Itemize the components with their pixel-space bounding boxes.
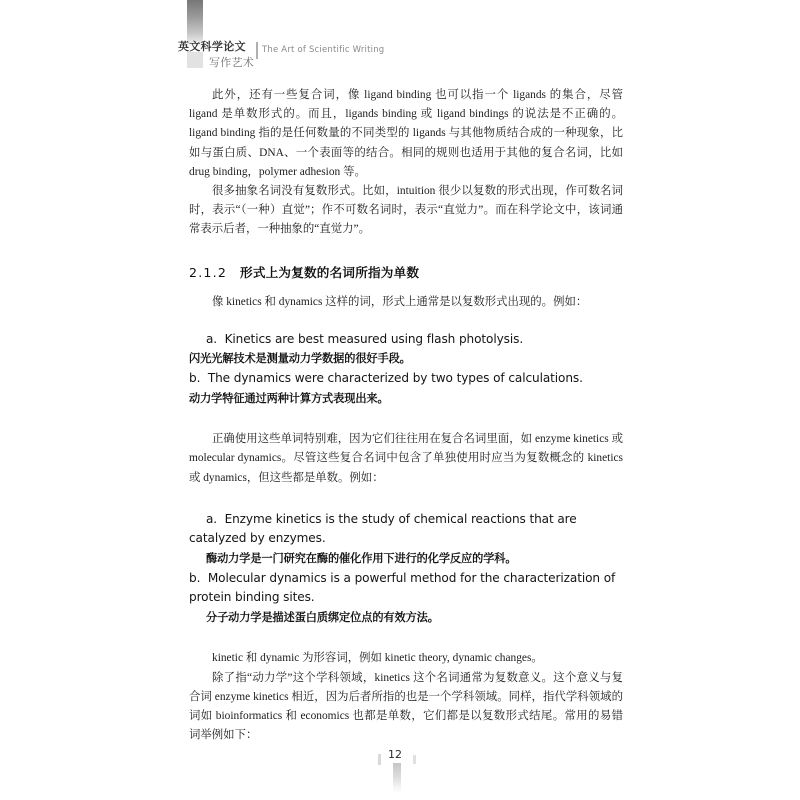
running-header [178,0,630,78]
spacer [189,240,623,262]
footer-left-tick-decoration [378,754,381,765]
header-title-english: The Art of Scientific Writing [262,45,385,55]
example-chinese-wrap [189,389,623,409]
example-block-2 [189,510,623,628]
example-block-1 [189,330,623,408]
example-chinese: 闪光光解技术是测量动力学数据的很好手段。 [189,352,411,366]
example-english: Molecular dynamics is a powerful method for the characterization of protein binding sites. [189,570,616,605]
paragraph-1: 此外，还有一些复合词，像 ligand binding 也可以指一个 ligands 的集合，尽管 ligand 是单数形式的。而且，ligands binding 或 ligand bindings 的说法是不正确的。ligand binding 指的是任何数量的不同类型的 ligands 与其他物质结合成的一种现象，比如与蛋白质、DNA、一个表面等的结合。相同的规则也适用于其他的复合名词，比如 drug binding，polymer adhesion 等。 [189,89,623,178]
example-chinese: 动力学特征通过两种计算方式表现出来。 [189,391,389,405]
example-english: Enzyme kinetics is the study of chemical reactions that are catalyzed by enzymes. [189,511,577,546]
footer-right-tick-decoration [413,755,416,764]
spacer [189,312,623,330]
section-heading [189,262,623,281]
example-chinese-wrap [189,608,623,628]
spacer [189,627,623,649]
paragraph-2: 很多抽象名词没有复数形式。比如，intuition 很少以复数的形式出现，作可数名词时，表示“（一种）直觉”；作不可数名词时，表示“直觉力”。而在科学论文中，该词通常表示后者，一种抽象的“直觉力”。 [189,185,623,236]
example-label: b. [189,570,201,585]
example-english: Kinetics are best measured using flash photolysis. [224,331,524,346]
paragraph-6: 除了指“动力学”这个学科领域，kinetics 这个名词通常为复数意义。这个意义与复合词 enzyme kinetics 相近，因为后者所指的也是一个学科领域。同样，指代学科领域的词如 bioinformatics 和 economics 也都是单数，它们都是以复数形式结尾。常用的易错词举例如下： [189,671,623,742]
header-title-chinese-line2: 写作艺术 [209,56,255,69]
spacer [189,488,623,510]
spacer [189,281,623,293]
header-divider [256,42,258,59]
body-column [189,86,623,745]
example-item [189,510,623,549]
header-square-decoration [187,52,203,68]
example-english: The dynamics were characterized by two types of calculations. [207,371,583,386]
example-chinese: 分子动力学是描述蛋白质绑定位点的有效方法。 [206,610,439,624]
section-heading-number: 2.1.2 [189,264,228,280]
example-label: a. [206,511,218,526]
example-chinese-wrap [189,349,623,369]
paragraph-5: kinetic 和 dynamic 为形容词，例如 kinetic theory, dynamic changes。 [212,652,543,665]
paragraph-4: 正确使用这些单词特别难，因为它们往往用在复合名词里面，如 enzyme kinetics 或 molecular dynamics。尽管这些复合名词中包含了单独使用时应当为复数概念的 kinetics 或 dynamics，但这些都是单数。例如： [189,433,623,484]
example-chinese: 酶动力学是一门研究在酶的催化作用下进行的化学反应的学科。 [206,552,517,565]
footer-gradient-bar-decoration [393,763,401,793]
example-label: a. [206,331,218,346]
example-item [189,569,623,608]
example-chinese-wrap [189,549,623,569]
paragraph-3: 像 kinetics 和 dynamics 这样的词，形式上通常是以复数形式出现的。例如： [212,295,588,308]
header-title-chinese-line1: 英文科学论文 [178,40,246,53]
example-label: b. [189,371,201,386]
page-number: 12 [388,748,402,761]
spacer [189,408,623,430]
page-footer [374,748,434,798]
section-heading-title: 形式上为复数的名词所指为单数 [240,264,420,280]
example-item [189,369,623,389]
example-item [189,330,623,350]
